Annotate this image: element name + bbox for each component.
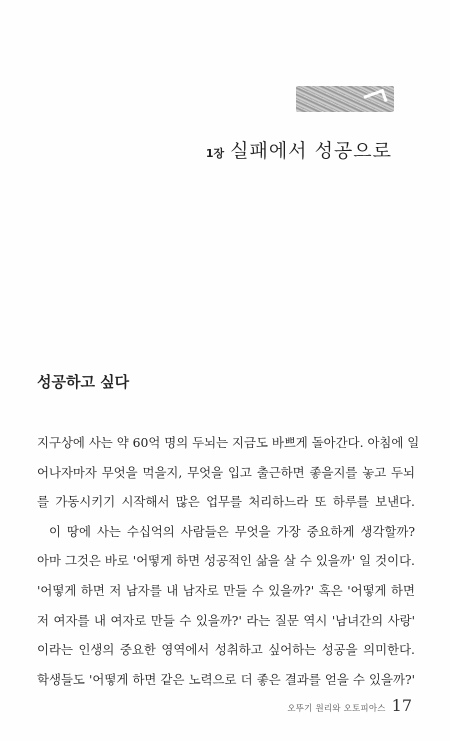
chapter-ornament-image — [296, 86, 394, 112]
running-title: 오뚜기 원리와 오토피아스 — [287, 704, 386, 714]
body-line: 아마 그것은 바로 '어떻게 하면 성공적인 삶을 살 수 있을까' 일 것이다. — [37, 553, 415, 569]
section-heading: 성공하고 싶다 — [37, 373, 130, 391]
running-footer — [287, 696, 412, 715]
body-line: 이 땅에 사는 수십억의 사람들은 무엇을 가장 중요하게 생각할까? — [49, 523, 415, 539]
chapter-label: 1장 — [205, 147, 225, 160]
body-line: 저 여자를 내 여자로 만들 수 있을까?' 라는 질문 역시 '남녀간의 사랑' — [37, 612, 415, 628]
body-line: 를 가동시키기 시작해서 많은 업무를 처리하느라 또 하루를 보낸다. — [37, 494, 415, 510]
body-line: '어떻게 하면 저 남자를 내 남자로 만들 수 있을까?' 혹은 '어떻게 하면 — [37, 582, 415, 598]
body-paragraph — [37, 428, 420, 694]
body-line: 어나자마자 무엇을 먹을지, 무엇을 입고 출근하면 좋을지를 놓고 두뇌 — [37, 464, 415, 480]
body-line: 지구상에 사는 약 60억 명의 두뇌는 지금도 바쁘게 돌아간다. 아침에 일 — [37, 435, 420, 450]
chapter-title: 실패에서 성공으로 — [230, 140, 392, 162]
page-number: 17 — [391, 696, 412, 715]
body-line: 학생들도 '어떻게 하면 같은 노력으로 더 좋은 결과를 얻을 수 있을까?' — [37, 671, 415, 687]
chapter-heading — [206, 136, 392, 163]
body-line: 이라는 인생의 중요한 영역에서 성취하고 싶어하는 성공을 의미한다. — [37, 642, 415, 658]
